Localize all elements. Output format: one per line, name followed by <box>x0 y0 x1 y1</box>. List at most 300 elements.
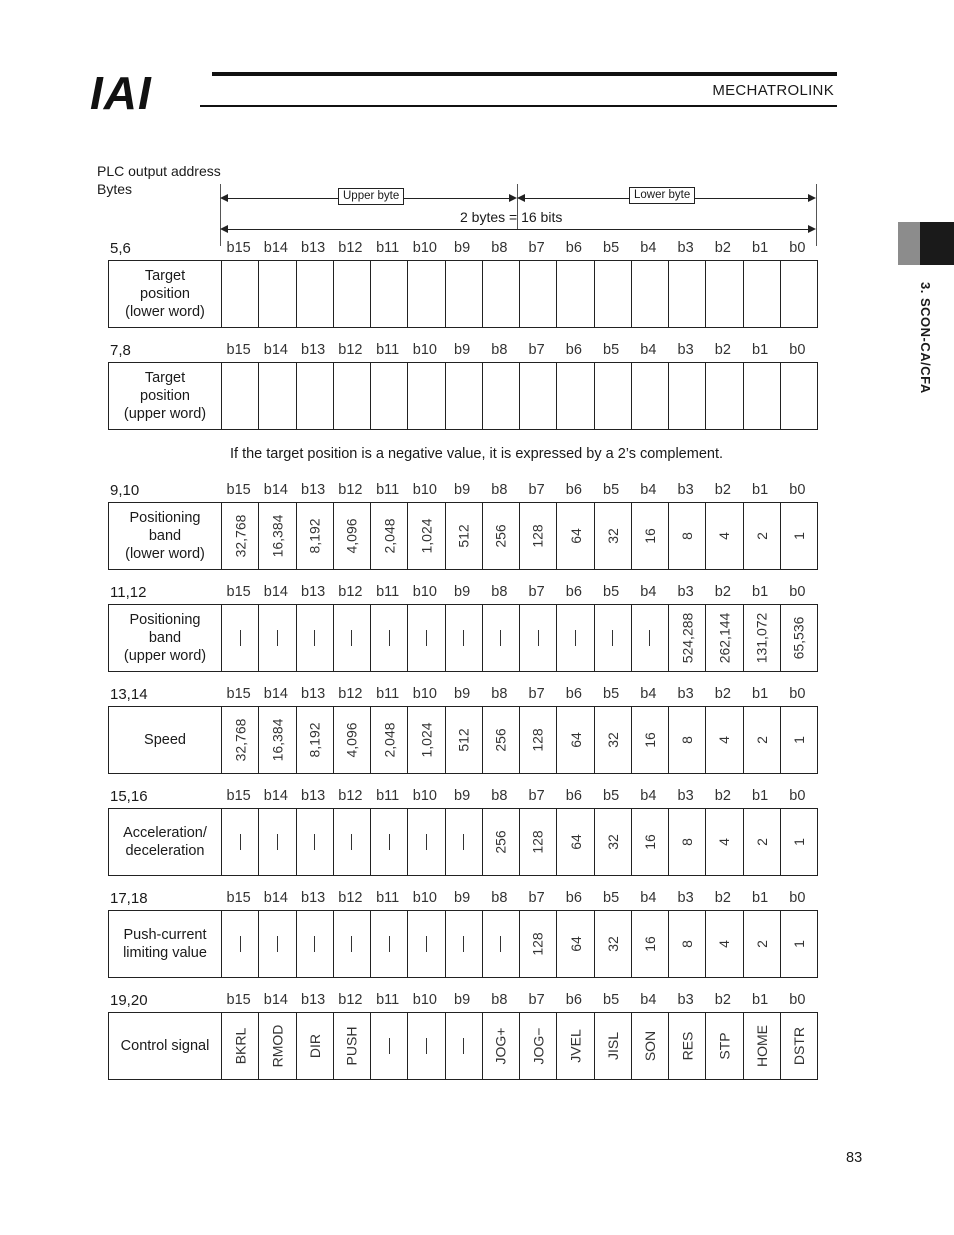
bit-label: b1 <box>752 584 769 600</box>
bit-label: b2 <box>714 482 731 498</box>
bit-label: b11 <box>376 240 400 256</box>
bit-value: JOG+ <box>492 1027 509 1065</box>
bit-cell <box>668 363 705 429</box>
bit-cell <box>594 707 631 773</box>
bit-cell <box>743 911 780 977</box>
bit-label: b12 <box>338 482 363 498</box>
unused-bit-dash <box>426 630 427 646</box>
bit-value: 8 <box>679 838 696 846</box>
bit-value: 4,096 <box>343 722 360 758</box>
upper-byte-label: Upper byte <box>338 188 404 205</box>
bit-label: b2 <box>714 686 731 702</box>
bit-cell <box>370 503 407 569</box>
bit-value: DIR <box>306 1033 323 1059</box>
bit-label: b3 <box>677 342 694 358</box>
bit-label: b5 <box>603 788 620 804</box>
bit-label: b15 <box>226 482 251 498</box>
bit-label: b1 <box>752 686 769 702</box>
bit-cell <box>221 707 258 773</box>
bit-cell <box>445 363 482 429</box>
bit-cell <box>407 707 444 773</box>
bit-cell <box>631 261 668 327</box>
bit-label: b13 <box>301 482 326 498</box>
register-row <box>108 910 818 978</box>
bit-label: b6 <box>565 342 582 358</box>
bit-value: 2 <box>753 736 770 744</box>
bit-value: 1 <box>790 532 807 540</box>
bit-cell <box>333 261 370 327</box>
bit-cell <box>445 605 482 671</box>
bit-value: 32,768 <box>232 718 249 762</box>
bit-cell <box>333 605 370 671</box>
bit-label: b2 <box>714 342 731 358</box>
bit-cell <box>482 261 519 327</box>
register-name-line: (upper word) <box>123 648 207 664</box>
unused-bit-dash <box>426 834 427 850</box>
unused-bit-dash <box>351 936 352 952</box>
register-name <box>109 911 221 977</box>
bit-label: b15 <box>226 240 251 256</box>
bit-cell <box>668 261 705 327</box>
bit-label: b3 <box>677 584 694 600</box>
register-address: 5,6 <box>110 240 131 257</box>
unused-bit-dash <box>314 630 315 646</box>
bit-label: b9 <box>454 788 471 804</box>
bit-cell <box>333 503 370 569</box>
bit-value: HOME <box>753 1025 770 1067</box>
bit-label: b10 <box>412 890 437 906</box>
bit-cell <box>482 503 519 569</box>
bit-cell <box>780 363 817 429</box>
register-name-line: band <box>148 528 182 544</box>
bit-value: 1,024 <box>418 518 435 554</box>
bit-cell <box>668 809 705 875</box>
bit-value: 16,384 <box>269 718 286 762</box>
bit-label: b6 <box>565 686 582 702</box>
unused-bit-dash <box>240 834 241 850</box>
bit-label: b0 <box>789 482 806 498</box>
bit-cell <box>631 363 668 429</box>
bit-value: 256 <box>492 524 509 548</box>
unused-bit-dash <box>314 936 315 952</box>
register-row <box>108 604 818 672</box>
unused-bit-dash <box>314 834 315 850</box>
bit-header-row <box>220 686 816 706</box>
bit-cell <box>221 911 258 977</box>
bit-cell <box>705 809 742 875</box>
bit-label: b7 <box>528 240 545 256</box>
bit-value: 4 <box>716 940 733 948</box>
unused-bit-dash <box>463 834 464 850</box>
bit-label: b7 <box>528 686 545 702</box>
intro-bytes-label: Bytes <box>97 181 133 197</box>
bit-value: RES <box>679 1031 696 1061</box>
bit-cell <box>668 605 705 671</box>
bit-cell <box>594 605 631 671</box>
bit-label: b11 <box>376 482 400 498</box>
register-name <box>109 261 221 327</box>
bit-value: 524,288 <box>679 612 696 664</box>
bit-label: b9 <box>454 482 471 498</box>
bit-value: RMOD <box>269 1024 286 1068</box>
bit-cell <box>631 1013 668 1079</box>
bit-cell <box>780 707 817 773</box>
bit-label: b1 <box>752 342 769 358</box>
bit-label: b11 <box>376 342 400 358</box>
bit-cell <box>407 911 444 977</box>
bit-label: b8 <box>491 890 508 906</box>
bit-value: STP <box>716 1032 733 1060</box>
bit-label: b8 <box>491 342 508 358</box>
upper-byte-arrow-right-head <box>509 194 517 202</box>
bit-label: b5 <box>603 686 620 702</box>
bit-label: b5 <box>603 240 620 256</box>
bit-value: 16 <box>641 732 658 748</box>
unused-bit-dash <box>463 1038 464 1054</box>
register-address: 15,16 <box>110 788 148 805</box>
unused-bit-dash <box>389 630 390 646</box>
register-name-line: Push-current <box>123 927 207 943</box>
bit-value: 32 <box>604 732 621 748</box>
bit-cell <box>594 1013 631 1079</box>
bit-label: b14 <box>263 584 288 600</box>
bit-cell <box>631 809 668 875</box>
bit-label: b9 <box>454 240 471 256</box>
unused-bit-dash <box>351 630 352 646</box>
unused-bit-dash <box>500 630 501 646</box>
bit-label: b6 <box>565 240 582 256</box>
bit-cell <box>370 707 407 773</box>
bit-value: DSTR <box>790 1026 807 1066</box>
unused-bit-dash <box>575 630 576 646</box>
bit-cell <box>519 1013 556 1079</box>
bit-label: b13 <box>301 992 326 1008</box>
side-tab-marker-black <box>920 222 954 265</box>
bit-label: b11 <box>376 788 400 804</box>
bit-cell <box>258 1013 295 1079</box>
bit-value: JVEL <box>567 1029 584 1063</box>
bit-value: 8 <box>679 532 696 540</box>
register-name <box>109 1013 221 1079</box>
bit-label: b0 <box>789 342 806 358</box>
bit-value: 4,096 <box>343 518 360 554</box>
bit-cell <box>333 1013 370 1079</box>
bit-cell <box>594 911 631 977</box>
diagram-right-guide <box>816 184 817 246</box>
bit-cell <box>705 261 742 327</box>
bit-cell <box>631 707 668 773</box>
register-name <box>109 503 221 569</box>
bit-label: b13 <box>301 584 326 600</box>
bit-label: b11 <box>376 992 400 1008</box>
bit-cell <box>407 809 444 875</box>
bit-label: b13 <box>301 686 326 702</box>
bit-label: b10 <box>412 992 437 1008</box>
bit-value: 64 <box>567 936 584 952</box>
bit-header-row <box>220 482 816 502</box>
intro-address-label: PLC output address <box>97 163 221 179</box>
bit-cell <box>296 911 333 977</box>
bit-cell <box>705 363 742 429</box>
bit-cell <box>333 363 370 429</box>
bit-label: b10 <box>412 482 437 498</box>
bit-label: b12 <box>338 342 363 358</box>
bit-cell <box>519 363 556 429</box>
register-address: 9,10 <box>110 482 140 499</box>
bit-label: b13 <box>301 240 326 256</box>
unused-bit-dash <box>500 936 501 952</box>
bit-cell <box>333 707 370 773</box>
bit-value: JOG− <box>530 1027 547 1065</box>
bit-value: 2 <box>753 838 770 846</box>
register-name-line: Positioning <box>129 510 201 526</box>
side-tab-label: 3. SCON-CA/CFA <box>918 282 933 394</box>
bit-cell <box>445 911 482 977</box>
bit-label: b0 <box>789 240 806 256</box>
bit-value: 64 <box>567 732 584 748</box>
bit-label: b14 <box>263 890 288 906</box>
register-address: 17,18 <box>110 890 148 907</box>
register-name-line: Target <box>144 268 186 284</box>
bit-label: b14 <box>263 992 288 1008</box>
bit-cell <box>519 911 556 977</box>
bit-label: b6 <box>565 992 582 1008</box>
bit-cell <box>370 809 407 875</box>
bit-label: b6 <box>565 482 582 498</box>
header-title: MECHATROLINK <box>712 82 834 99</box>
bit-label: b12 <box>338 686 363 702</box>
bit-cell <box>258 503 295 569</box>
bit-header-row <box>220 788 816 808</box>
bit-label: b0 <box>789 890 806 906</box>
bit-value: 4 <box>716 838 733 846</box>
unused-bit-dash <box>426 1038 427 1054</box>
bit-label: b9 <box>454 890 471 906</box>
bit-label: b3 <box>677 890 694 906</box>
bit-value: 128 <box>530 932 547 956</box>
bit-cell <box>594 261 631 327</box>
bit-cell <box>743 707 780 773</box>
register-row <box>108 260 818 328</box>
bit-cell <box>519 707 556 773</box>
bit-label: b2 <box>714 788 731 804</box>
register-address: 7,8 <box>110 342 131 359</box>
register-name <box>109 363 221 429</box>
bit-value: 1 <box>790 838 807 846</box>
bit-cell <box>556 809 593 875</box>
register-name-line: (upper word) <box>123 406 207 422</box>
bit-label: b7 <box>528 584 545 600</box>
bit-label: b4 <box>640 342 657 358</box>
bit-cell <box>556 911 593 977</box>
bit-label: b7 <box>528 342 545 358</box>
bit-cell <box>445 809 482 875</box>
bit-label: b10 <box>412 788 437 804</box>
bit-header-row <box>220 992 816 1012</box>
bit-cell <box>296 605 333 671</box>
bit-cell <box>668 911 705 977</box>
bit-cell <box>221 605 258 671</box>
bit-cell <box>221 503 258 569</box>
upper-byte-arrow-left-head <box>220 194 228 202</box>
bit-label: b8 <box>491 788 508 804</box>
unused-bit-dash <box>649 630 650 646</box>
bit-label: b9 <box>454 686 471 702</box>
unused-bit-dash <box>351 834 352 850</box>
bit-cell <box>705 707 742 773</box>
bit-label: b15 <box>226 686 251 702</box>
register-address: 11,12 <box>110 584 147 601</box>
bit-label: b12 <box>338 992 363 1008</box>
register-name-line: Acceleration/ <box>123 825 207 841</box>
bit-label: b13 <box>301 788 326 804</box>
bit-label: b1 <box>752 482 769 498</box>
bit-label: b2 <box>714 992 731 1008</box>
unused-bit-dash <box>277 834 278 850</box>
register-name-line: (lower word) <box>125 304 205 320</box>
bit-header-row <box>220 240 816 260</box>
register-address: 19,20 <box>110 992 148 1009</box>
bit-value: 2,048 <box>381 518 398 554</box>
bit-cell <box>258 605 295 671</box>
register-name <box>109 809 221 875</box>
bit-label: b7 <box>528 482 545 498</box>
bit-cell <box>556 503 593 569</box>
unused-bit-dash <box>389 936 390 952</box>
bit-cell <box>668 503 705 569</box>
bit-cell <box>221 809 258 875</box>
register-name-line: Control signal <box>120 1038 210 1054</box>
bit-cell <box>407 261 444 327</box>
unused-bit-dash <box>277 936 278 952</box>
bit-label: b4 <box>640 240 657 256</box>
negative-value-note: If the target position is a negative value, it is expressed by a 2’s complement. <box>230 446 723 462</box>
register-name-line: deceleration <box>125 843 205 859</box>
bit-cell <box>743 605 780 671</box>
bit-label: b5 <box>603 482 620 498</box>
bit-label: b9 <box>454 584 471 600</box>
bit-value: PUSH <box>343 1026 360 1066</box>
bit-cell <box>556 363 593 429</box>
bit-label: b0 <box>789 584 806 600</box>
bit-label: b4 <box>640 992 657 1008</box>
bit-label: b8 <box>491 992 508 1008</box>
bit-value: 4 <box>716 532 733 540</box>
bit-label: b15 <box>226 788 251 804</box>
bit-label: b12 <box>338 788 363 804</box>
bit-cell <box>482 809 519 875</box>
bit-value: 16 <box>641 936 658 952</box>
bit-label: b5 <box>603 890 620 906</box>
bit-value: 4 <box>716 736 733 744</box>
bit-cell <box>780 261 817 327</box>
bit-value: SON <box>641 1030 658 1062</box>
bit-header-row <box>220 584 816 604</box>
bit-cell <box>445 261 482 327</box>
bit-label: b14 <box>263 686 288 702</box>
bit-cell <box>258 261 295 327</box>
bit-label: b2 <box>714 890 731 906</box>
register-name-line: position <box>140 286 190 302</box>
bit-cell <box>482 911 519 977</box>
register-address: 13,14 <box>110 686 148 703</box>
bit-cell <box>221 363 258 429</box>
bit-label: b4 <box>640 788 657 804</box>
bit-label: b9 <box>454 342 471 358</box>
word-arrow-right-head <box>808 225 816 233</box>
bit-label: b2 <box>714 584 731 600</box>
register-name-line: position <box>140 388 190 404</box>
bit-cell <box>519 503 556 569</box>
bit-label: b0 <box>789 686 806 702</box>
lower-byte-label: Lower byte <box>629 187 695 204</box>
bit-cell <box>631 503 668 569</box>
bit-value: 65,536 <box>790 616 807 660</box>
header-rule-thin <box>200 105 837 107</box>
bit-label: b1 <box>752 788 769 804</box>
bit-value: 2 <box>753 940 770 948</box>
bit-label: b0 <box>789 992 806 1008</box>
bit-cell <box>296 809 333 875</box>
bit-cell <box>519 605 556 671</box>
bit-cell <box>519 809 556 875</box>
unused-bit-dash <box>612 630 613 646</box>
bit-cell <box>594 809 631 875</box>
bit-value: 8,192 <box>306 722 323 758</box>
word-arrow-left-head <box>220 225 228 233</box>
bit-cell <box>743 1013 780 1079</box>
bit-cell <box>296 707 333 773</box>
register-row <box>108 502 818 570</box>
bit-cell <box>407 1013 444 1079</box>
bit-label: b3 <box>677 482 694 498</box>
bit-label: b8 <box>491 686 508 702</box>
bit-cell <box>370 1013 407 1079</box>
bit-cell <box>370 261 407 327</box>
bit-header-row <box>220 890 816 910</box>
bit-cell <box>780 503 817 569</box>
bit-value: 512 <box>455 524 472 548</box>
bit-value: 64 <box>567 528 584 544</box>
bit-cell <box>668 1013 705 1079</box>
bit-value: BKRL <box>232 1027 249 1065</box>
bit-cell <box>333 809 370 875</box>
bit-label: b15 <box>226 584 251 600</box>
bit-label: b13 <box>301 342 326 358</box>
unused-bit-dash <box>426 936 427 952</box>
bit-cell <box>296 363 333 429</box>
bit-value: 128 <box>530 524 547 548</box>
bit-label: b15 <box>226 342 251 358</box>
bit-label: b1 <box>752 890 769 906</box>
unused-bit-dash <box>463 630 464 646</box>
bit-cell <box>296 261 333 327</box>
bit-value: 64 <box>567 834 584 850</box>
bit-cell <box>407 363 444 429</box>
bit-cell <box>705 1013 742 1079</box>
bit-label: b8 <box>491 584 508 600</box>
unused-bit-dash <box>240 936 241 952</box>
bit-cell <box>258 363 295 429</box>
bit-value: 512 <box>455 728 472 752</box>
register-row <box>108 362 818 430</box>
bit-label: b9 <box>454 992 471 1008</box>
bit-cell <box>780 1013 817 1079</box>
page-number: 83 <box>846 1150 863 1166</box>
side-tab-marker-gray <box>898 222 920 265</box>
bit-value: 32,768 <box>232 514 249 558</box>
bit-cell <box>407 503 444 569</box>
